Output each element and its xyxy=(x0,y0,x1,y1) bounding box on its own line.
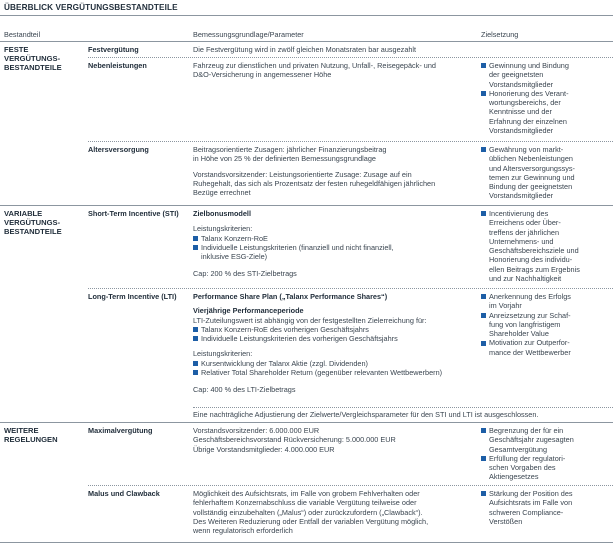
text-line: Anerkennung des Erfolgs xyxy=(489,292,571,301)
text-line: Vorstandsvorsitzender: Leistungsorientierte Zusage: Zusage auf ein xyxy=(193,169,412,179)
nebenleistungen-ziel xyxy=(481,61,611,135)
header-rule xyxy=(0,41,613,42)
text-line: wenn regulatorisch erforderlich xyxy=(193,526,293,536)
text-line: Übrige Vorstandsmitglieder: 4.000.000 EUR xyxy=(193,444,335,454)
component-altersversorgung: Altersversorgung xyxy=(88,145,149,154)
text-line: Talanx Konzern-RoE xyxy=(201,233,268,243)
text-line: LTI-Zuteilungswert ist abhängig von der festgestellten Zielerreichung für: xyxy=(193,315,427,325)
text-line: ellen Beitrags zum Ergebnis xyxy=(489,264,580,274)
text-line: Gewinnung und Bindung xyxy=(489,61,569,70)
text-line: üblichen Nebenleistungen xyxy=(489,154,573,164)
component-malus-clawback: Malus und Clawback xyxy=(88,489,160,498)
text-line: temen zur Gewinnung und xyxy=(489,172,575,182)
text-line: Kursentwicklung der Talanx Aktie (zzgl. Dividenden) xyxy=(201,358,368,368)
text-line: Leistungskriterien: xyxy=(193,349,253,359)
text-line: D&O-Versicherung in angemessener Höhe xyxy=(193,70,332,80)
text-line: Fahrzeug zur dienstlichen und privaten Nutzung, Unfall-, Reisegepäck- und xyxy=(193,61,436,70)
text-line: Leistungskriterien: xyxy=(193,224,253,234)
text-line: Des Weiteren Reduzierung oder Entfall der variablen Vergütung möglich, xyxy=(193,516,429,526)
maximal-param xyxy=(193,426,396,454)
text-line: schweren Compliance- xyxy=(489,507,564,517)
text-line: Ruhegehalt, das sich als Prozentsatz der festen ruhegeldfähigen jährlichen xyxy=(193,178,436,188)
text-line: Shareholder Value xyxy=(489,329,549,339)
altersversorgung-ziel xyxy=(481,145,611,201)
text-line: Motivation zur Outperfor- xyxy=(489,338,570,348)
text-line: Geschäftsbereichsvorstand Rückversicherung: 5.000.000 EUR xyxy=(193,435,396,445)
text-line: fehlerhaftem Konzernabschluss die variable Vergütung teilweise oder xyxy=(193,498,417,508)
title-rule xyxy=(0,15,613,16)
lti-param xyxy=(193,292,442,395)
section-feste: FESTE VERGÜTUNGS- BESTANDTEILE xyxy=(4,45,62,73)
maximal-ziel xyxy=(481,426,611,482)
lti-cap: Cap: 400 % des LTI-Zielbetrags xyxy=(193,385,296,395)
text-line: Bezüge errechnet xyxy=(193,188,251,198)
sti-heading: Zielbonusmodell xyxy=(193,209,251,218)
text-line: Vorstandsmitglieder xyxy=(489,79,554,89)
text-line: Honorierung des individu- xyxy=(489,255,573,265)
lti-heading: Performance Share Plan („Talanx Performance Shares“) xyxy=(193,292,388,301)
sti-cap: Cap: 200 % des STI-Zielbetrags xyxy=(193,269,297,279)
text-line: Begrenzung der für ein xyxy=(489,426,564,435)
text-line: Stärkung der Position des xyxy=(489,489,573,498)
page-title: ÜBERBLICK VERGÜTUNGSBESTANDTEILE xyxy=(4,3,178,12)
text-line: Beitragsorientierte Zusagen: jährlicher Finanzierungsbeitrag xyxy=(193,145,387,154)
text-line: Anreizsetzung zur Schaf- xyxy=(489,310,571,320)
component-festverguetung: Festvergütung xyxy=(88,45,139,54)
text-line: fung von langfristigem xyxy=(489,319,561,329)
bullet-item xyxy=(481,489,611,526)
malus-param xyxy=(193,489,428,535)
altersversorgung-param xyxy=(193,145,435,197)
component-lti: Long-Term Incentive (LTI) xyxy=(88,292,177,301)
text-line: wortungsbereichs, der xyxy=(489,98,561,108)
bullet-item xyxy=(481,426,611,454)
bullet-item xyxy=(193,243,394,262)
divider xyxy=(88,288,613,289)
text-line: Unternehmens- und xyxy=(489,236,554,246)
bullet-item xyxy=(193,359,442,368)
text-line: Talanx Konzern-RoE des vorherigen Geschäftsjahrs xyxy=(201,324,369,334)
bullet-item xyxy=(193,325,442,334)
text-line: Vorstandsvorsitzender: 6.000.000 EUR xyxy=(193,426,320,435)
divider xyxy=(193,407,613,408)
bullet-item xyxy=(193,368,442,377)
bullet-item xyxy=(481,61,611,89)
bullet-item xyxy=(481,89,611,135)
text-line: Erreichens oder Über- xyxy=(489,218,561,228)
divider xyxy=(88,485,613,486)
text-line: Aktiengesetzes xyxy=(489,472,539,482)
festverguetung-param: Die Festvergütung wird in zwölf gleichen Monatsraten bar ausgezahlt xyxy=(193,45,417,54)
text-line: Relativer Total Shareholder Return (gegenüber relevanten Wettbewerbern) xyxy=(201,368,443,378)
bullet-item xyxy=(193,234,394,243)
divider xyxy=(88,141,613,142)
component-nebenleistungen: Nebenleistungen xyxy=(88,61,147,70)
text-line: treffens der jährlichen xyxy=(489,227,560,237)
nebenleistungen-param xyxy=(193,61,436,80)
text-line: Bindung der geeignetsten xyxy=(489,182,573,192)
bullet-item xyxy=(481,311,611,339)
text-line: und Altersversorgungssys- xyxy=(489,163,575,173)
divider xyxy=(88,57,613,58)
text-line: Vorstandsmitglieder xyxy=(489,191,554,201)
bullet-item xyxy=(481,454,611,482)
text-line: Honorierung des Verant- xyxy=(489,88,569,98)
lti-subheading: Vierjährige Performanceperiode xyxy=(193,306,304,316)
text-line: Vorstandsmitglieder xyxy=(489,126,554,136)
section-weitere: WEITERE REGELUNGEN xyxy=(4,426,58,445)
lti-ziel xyxy=(481,292,611,357)
text-line: Erfüllung der regulatori- xyxy=(489,453,566,463)
adjustment-note: Eine nachträgliche Adjustierung der Zielwerte/Vergleichsparameter für den STI und LTI ist ausgeschlossen. xyxy=(193,410,539,419)
text-line: Gewährung von markt- xyxy=(489,145,564,154)
text-line: der geeignetsten xyxy=(489,70,544,80)
bullet-item xyxy=(481,338,611,357)
text-line: Möglichkeit des Aufsichtsrats, im Falle von grobem Fehlverhalten oder xyxy=(193,489,420,498)
sti-param xyxy=(193,209,394,279)
text-line: Geschäftsjahr zugesagten xyxy=(489,435,574,445)
section-variable: VARIABLE VERGÜTUNGS- BESTANDTEILE xyxy=(4,209,62,237)
text-line: Individuelle Leistungskriterien des vorherigen Geschäftsjahrs xyxy=(201,334,398,344)
text-line: mance der Wettbewerber xyxy=(489,347,571,357)
component-maximalverguetung: Maximalvergütung xyxy=(88,426,153,435)
text-line: schen Vorgaben des xyxy=(489,463,556,473)
text-line: im Vorjahr xyxy=(489,301,522,311)
bullet-item xyxy=(481,145,611,201)
text-line: Individuelle Leistungskriterien (finanziell und nicht finanziell, xyxy=(201,242,394,252)
text-line: in Höhe von 25 % der definierten Bemessungsgrundlage xyxy=(193,154,376,164)
text-line: Erfahrung der einzelnen xyxy=(489,116,567,126)
bullet-item xyxy=(481,292,611,311)
section-rule xyxy=(0,205,613,206)
sti-ziel xyxy=(481,209,611,283)
text-line: Aufsichtsrats im Falle von xyxy=(489,498,573,508)
bullet-item xyxy=(193,334,442,343)
bullet-item xyxy=(481,209,611,283)
section-rule xyxy=(0,422,613,423)
text-line: Verstößen xyxy=(489,516,523,526)
text-line: Kenntnisse und der xyxy=(489,107,552,117)
header-bestandteil: Bestandteil xyxy=(4,30,41,39)
text-line: Geschäftsbereichsziele und xyxy=(489,246,579,256)
text-line: inklusive ESG-Ziele) xyxy=(201,252,268,262)
table-bottom-rule xyxy=(0,542,613,543)
text-line: Gesamtvergütung xyxy=(489,444,548,454)
header-zielsetzung: Zielsetzung xyxy=(481,30,519,39)
text-line: Incentivierung des xyxy=(489,209,549,218)
text-line: vollständig einzubehalten („Malus“) oder zurückzufordern („Clawback“). xyxy=(193,507,423,517)
text-line: und zur Nachhaltigkeit xyxy=(489,274,562,284)
malus-ziel xyxy=(481,489,611,526)
header-parameter: Bemessungsgrundlage/Parameter xyxy=(193,30,304,39)
component-sti: Short-Term Incentive (STI) xyxy=(88,209,179,218)
